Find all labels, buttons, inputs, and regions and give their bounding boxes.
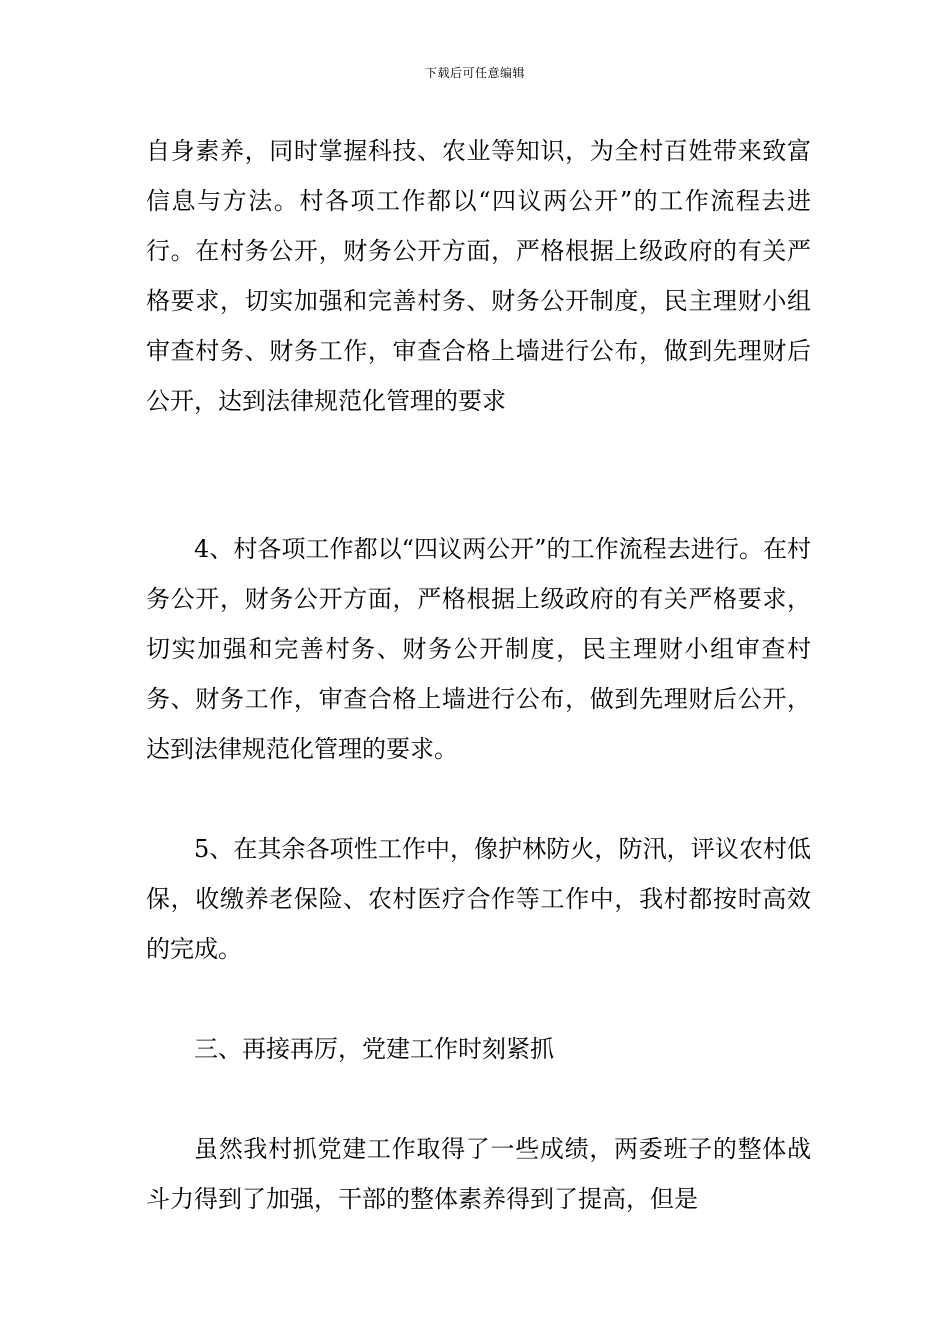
paragraph-item-5: 5、在其余各项性工作中，像护林防火，防汛，评议农村低保，收缴养老保险、农村医疗合作等工作中，我村都按时高效的完成。 — [146, 835, 811, 963]
paragraph-continuation: 自身素养，同时掌握科技、农业等知识，为全村百姓带来致富信息与方法。村各项工作都以“四议两公开”的工作流程去进行。在村务公开，财务公开方面，严格根据上级政府的有关严格要求，切实加强和完善村务、财务公开制度，民主理财小组审查村务、财务工作，审查合格上墙进行公布，做到先理财后公开，达到法律规范化管理的要求 — [146, 137, 811, 415]
section-heading: 三、再接再厉，党建工作时刻紧抓 — [194, 1035, 554, 1063]
page-header: 下载后可任意编辑 — [424, 66, 525, 80]
document-body — [146, 126, 811, 1224]
paragraph-item-4: 4、村各项工作都以“四议两公开”的工作流程去进行。在村务公开，财务公开方面，严格根据上级政府的有关严格要求，切实加强和完善村务、财务公开制度，民主理财小组审查村务、财务工作，审查合格上墙进行公布，做到先理财后公开，达到法律规范化管理的要求。 — [146, 535, 811, 763]
paragraph-body: 虽然我村抓党建工作取得了一些成绩，两委班子的整体战斗力得到了加强，干部的整体素养得到了提高，但是 — [146, 1135, 811, 1213]
